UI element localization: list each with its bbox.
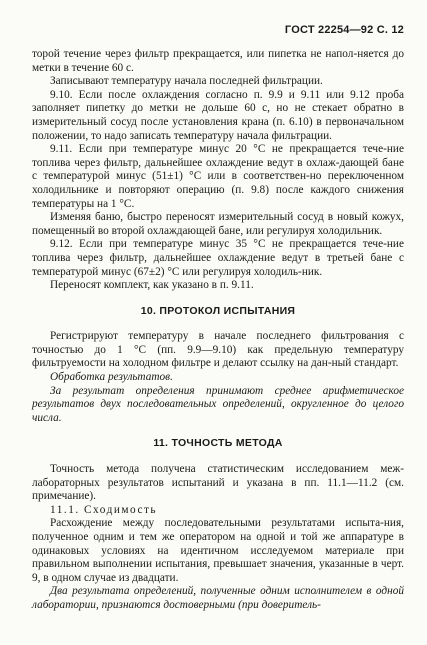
paragraph: За результат определения принимают среднее арифметическое результатов двух последовательных определений, округленное до целого числа.	[32, 384, 404, 424]
section-heading: 10. ПРОТОКОЛ ИСПЫТАНИЯ	[140, 304, 296, 317]
paragraph: 9.10. Если после охлаждения согласно п. 9.9 и 9.11 или 9.12 проба заполняет пипетку до метки не дольше 60 с, но не стекает обратно в измерительный сосуд после установления крана (п. 6.10) в первоначальном положении, то надо записать температуру начала фильтрации.	[32, 88, 404, 142]
section-heading: 11. ТОЧНОСТЬ МЕТОДА	[153, 437, 283, 450]
paragraph: Точность метода получена статистическим исследованием меж-лабораторных результатов испытаний и указана в пп. 11.1—11.2 (см. примечание).	[32, 463, 404, 503]
paragraph: Расхождение между последовательными результатами испыта-ния, полученное одним и тем же оператором на одной и той же аппаратуре в одинаковых условиях на идентичном исследуемом материале при правильном выполнении испытания, превышает значения, указанные в черт. 9, в одном случае из двадцати.	[32, 517, 404, 584]
paragraph: торой течение через фильтр прекращается, или пипетка не напол-няется до метки в течение 60 с.	[32, 48, 404, 74]
paragraph: Переносят комплект, как указано в п. 9.11.	[50, 279, 254, 292]
paragraph: Записывают температуру начала последней фильтрации.	[50, 75, 323, 88]
paragraph: Регистрируют температуру в начале последнего фильтрования с точностью до 1 °С (пп. 9.9—9.10) как предельную температуру фильтруемости на холодном фильтре и делают ссылку на дан-ный стандарт.	[32, 330, 404, 370]
document-body	[32, 48, 404, 613]
page-header: ГОСТ 22254—92 С. 12	[284, 24, 404, 36]
subsection-heading: 11.1. Сходимость	[50, 503, 158, 516]
paragraph: 9.12. Если при температуре минус 35 °С не прекращается тече-ние топлива через фильтр, дальнейшее охлаждение ведут в третьей бане с температурой минус (67±2) °С или регулируя холодиль-ник.	[32, 238, 404, 278]
paragraph: Обработка результатов.	[50, 371, 173, 384]
paragraph: Изменяя баню, быстро переносят измерительный сосуд в новый кожух, помещенный во второй охлаждающей бане, или регулируя холодильник.	[32, 211, 404, 237]
paragraph: 9.11. Если при температуре минус 20 °С не прекращается тече-ние топлива через фильтр, дальнейшее охлаждение ведут в охлаж-дающей бане с температурой минус (51±1) °С или в соответствен-но переключенном холодильнике и повторяют операцию (п. 9.8) после каждого снижения температуры на 1 °С.	[32, 143, 404, 210]
paragraph: Два результата определений, полученные одним исполнителем в одной лаборатории, признаются достоверными (при доверитель-	[32, 585, 404, 611]
